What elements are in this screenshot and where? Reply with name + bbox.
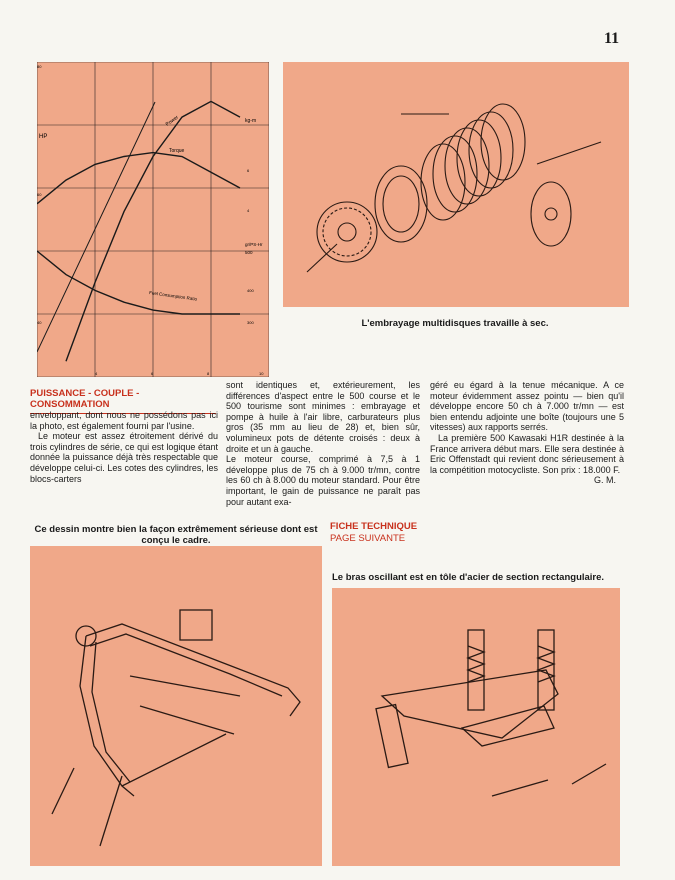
right-tick-300: 300: [247, 320, 254, 325]
chart-left-label: HP: [39, 134, 48, 140]
x-tick-4: 4: [95, 371, 98, 376]
spindle-bolt: [572, 764, 606, 784]
clutch-caption: L'embrayage multidisques travaille à sec.: [361, 318, 549, 329]
chart-right-label: kg-m: [245, 118, 257, 124]
left-tick-40: 40: [37, 320, 42, 325]
swingarm-caption: Le bras oscillant est en tôle d'acier de section rectangulaire.: [332, 572, 605, 583]
torque-curve: [37, 153, 240, 204]
frame-cross-member-2: [140, 706, 234, 734]
right-tick-4: 4: [247, 208, 250, 213]
torque-label: Torque: [169, 148, 185, 154]
reference-line: [37, 102, 155, 352]
x-tick-10: 10: [259, 371, 264, 376]
swingarm-drawing: [332, 588, 620, 866]
article-column-2: [226, 380, 420, 507]
section-heading: PUISSANCE - COUPLE - CONSOMMATION: [30, 388, 216, 414]
frame-down-tube-2: [92, 642, 130, 782]
col2-p2: Le moteur course, comprimé à 7,5 à 1 développe plus de 75 ch à 9.000 tr/mn, contre les 60 ch à 8.000 du moteur standard. Pour être important, le gain de puissance ne paraît pas pour autant exa-: [226, 454, 420, 507]
fiche-technique-link[interactable]: [330, 521, 417, 545]
col1-p1: enveloppant, dont nous ne possédons pas ici la photo, est également fourni par l'usine.: [30, 410, 218, 431]
performance-chart: [37, 62, 269, 377]
left-tick-80: 80: [37, 64, 42, 69]
article-column-3: [430, 380, 624, 486]
frame-diagram: [30, 546, 322, 866]
power-label: Power: [164, 114, 180, 128]
x-tick-8: 8: [207, 371, 210, 376]
fuel-label: Fuel Consumption Ratio: [148, 290, 198, 302]
fiche-line1: FICHE TECHNIQUE: [330, 521, 418, 532]
right-tick-400: 400: [247, 288, 254, 293]
frame-top-tube: [86, 624, 300, 716]
col1-p2: Le moteur est assez étroitement dérivé du trois cylindres de série, ce qui est logique étant donnée la puissance déjà très respectable que développe celui-ci. Les cotes des cylindres, les blocs-carters: [30, 431, 218, 484]
frame-cross-member: [130, 676, 240, 696]
chain-adjuster-plate: [376, 705, 408, 768]
frame-bolt: [52, 768, 74, 814]
clutch-plates: [421, 104, 525, 220]
swingarm-diagram: [332, 588, 620, 866]
col3-p1: géré eu égard à la tenue mécanique. A ce moteur évidemment assez pointu — bien qu'il développe encore 50 ch à 7.000 tr/mn — est bien entendu adjointe une boîte (toujours une 5 vitesses) aux rapports serrés.: [430, 380, 624, 433]
swingarm: [382, 670, 558, 738]
swingarm-spindle: [492, 780, 548, 796]
clutch-basket: [375, 166, 427, 242]
x-tick-6: 6: [151, 371, 154, 376]
swingarm-lower: [462, 706, 554, 746]
signature: G. M.: [594, 475, 616, 486]
frame-drawing: [30, 546, 322, 866]
frame-lower-rail: [122, 734, 226, 786]
frame-bolt-2: [100, 776, 122, 846]
engine-mount-plate: [180, 610, 212, 640]
left-tick-60: 60: [37, 192, 42, 197]
fiche-line2: PAGE SUIVANTE: [330, 533, 406, 544]
clutch-pushrod: [537, 142, 601, 164]
chart-right-sub: 500: [245, 250, 253, 255]
right-tick-6: 6: [247, 168, 250, 173]
frame-caption: Ce dessin montre bien la façon extrêmement sérieuse dont est conçu le cadre.: [34, 524, 318, 546]
page-number: 11: [604, 30, 620, 47]
chart-svg: [37, 62, 269, 377]
fuel-consumption-curve: [37, 251, 240, 314]
clutch-gear: [317, 202, 377, 262]
chart-right-label2: gr/PS-Hr: [245, 242, 263, 247]
shock-absorber-left: [468, 630, 484, 710]
frame-down-tube: [80, 636, 134, 796]
article-column-1: [30, 410, 218, 484]
clutch-exploded-drawing: [283, 62, 629, 307]
pressure-plate: [531, 182, 571, 246]
col3-p2: La première 500 Kawasaki H1R destinée à la France arrivera début mars. Elle sera destinée à Eric Offenstadt qui revient donc sérieusement à la compétition motocycliste. Son prix : 18.000 F.: [430, 432, 624, 475]
clutch-diagram: [283, 62, 629, 307]
col2-p1: sont identiques et, extérieurement, les différences d'aspect entre le 500 course et le 500 tourisme sont minimes : embrayage et pompe à huile à l'air libre, carburateurs plus gros (35 mm au lieu de 28) et, bien sûr, volumineux pots de détente croisés : deux à droite et un à gauche.: [226, 380, 420, 454]
